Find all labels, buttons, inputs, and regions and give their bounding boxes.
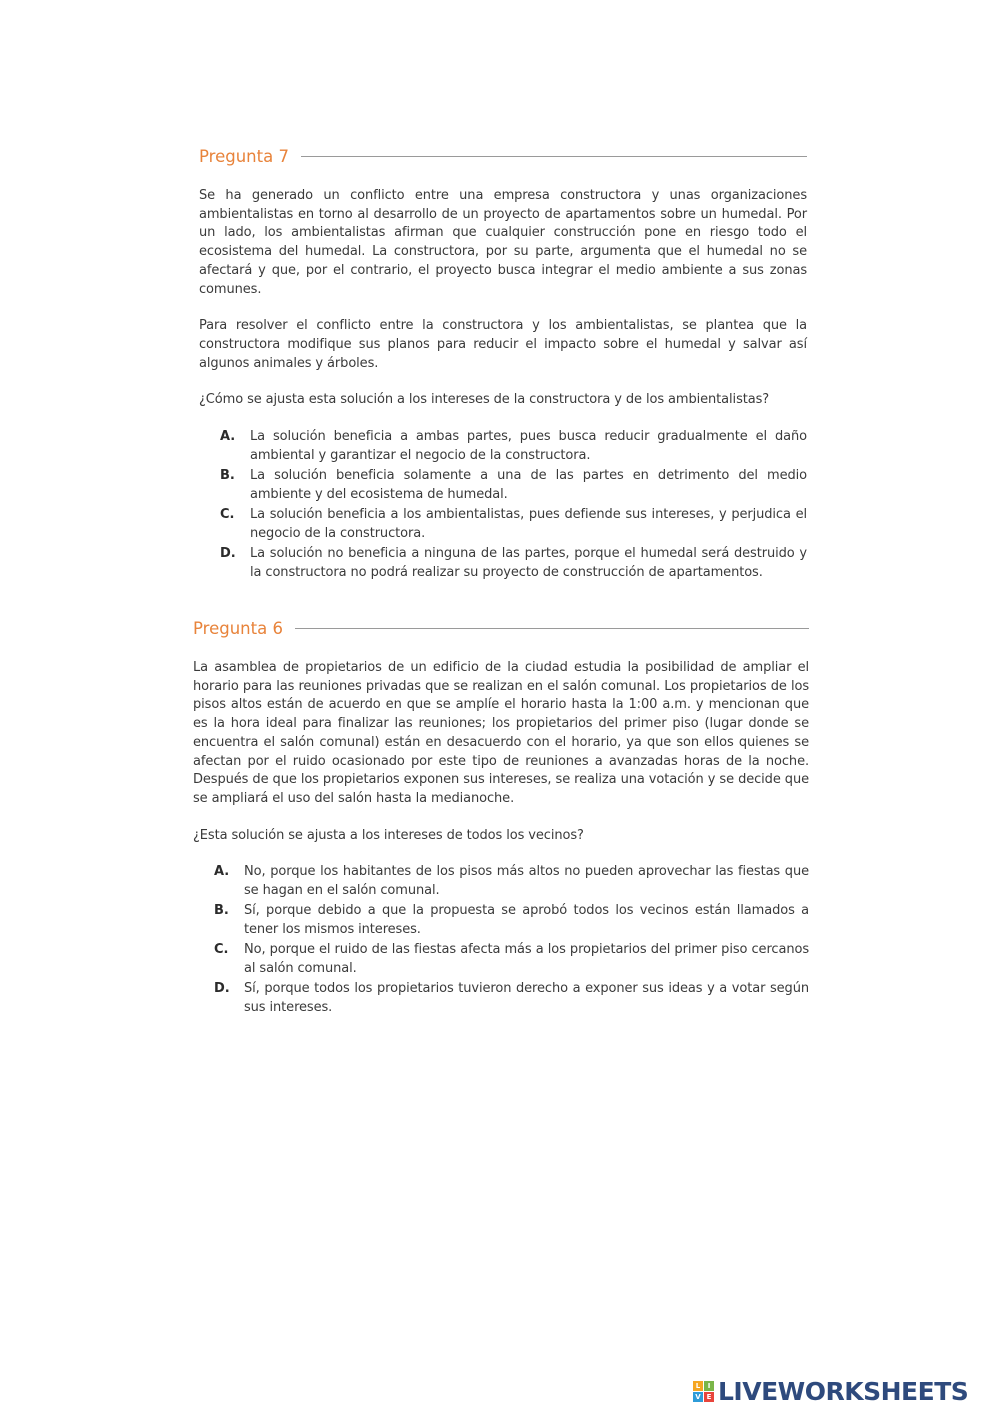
logo-mark-letter: L bbox=[693, 1381, 703, 1391]
option-a[interactable] bbox=[214, 862, 809, 900]
question-title: Pregunta 6 bbox=[193, 618, 283, 638]
logo-text: LIVEWORKSHEETS bbox=[718, 1376, 969, 1406]
option-a[interactable] bbox=[220, 427, 807, 465]
option-text: La solución beneficia solamente a una de las partes en detrimento del medio ambiente y del ecosistema de humedal. bbox=[250, 468, 807, 503]
option-letter: C. bbox=[214, 942, 229, 958]
logo-mark-letter: V bbox=[693, 1392, 703, 1402]
logo-mark-letter: I bbox=[704, 1381, 714, 1391]
answer-options bbox=[193, 862, 809, 1017]
option-text: La solución beneficia a ambas partes, pues busca reducir gradualmente el daño ambiental y garantizar el negocio de la constructora. bbox=[250, 429, 807, 464]
question-7 bbox=[199, 143, 807, 583]
option-text: No, porque el ruido de las fiestas afecta más a los propietarios del primer piso cercanos al salón comunal. bbox=[244, 942, 809, 977]
option-d[interactable] bbox=[220, 544, 807, 582]
option-letter: B. bbox=[220, 468, 235, 484]
option-letter: A. bbox=[214, 864, 230, 880]
option-letter: D. bbox=[220, 546, 236, 562]
option-d[interactable] bbox=[214, 979, 809, 1017]
option-text: La solución no beneficia a ninguna de las partes, porque el humedal será destruido y la constructora no podrá realizar su proyecto de construcción de apartamentos. bbox=[250, 546, 807, 581]
option-c[interactable] bbox=[220, 505, 807, 543]
question-header bbox=[193, 615, 809, 641]
question-header bbox=[199, 143, 807, 169]
option-letter: D. bbox=[214, 981, 230, 997]
question-proposal: Para resolver el conflicto entre la constructora y los ambientalistas, se plantea que la constructora modifique sus planos para reducir el impacto sobre el humedal y salvar así algunos animales y árboles. bbox=[199, 318, 807, 371]
question-context: La asamblea de propietarios de un edificio de la ciudad estudia la posibilidad de ampliar el horario para las reuniones privadas que se realizan en el salón comunal. Los propietarios de los pisos altos están de acuerdo en que se amplíe el horario hasta la 1:00 a.m. y mencionan que es la hora ideal para finalizar las reuniones; los propietarios del primer piso (lugar donde se encuentra el salón comunal) están en desacuerdo con el horario, ya que son ellos quienes se afectan por el ruido ocasionado por este tipo de reuniones a avanzadas horas de la noche. Después de que los propietarios exponen sus intereses, se realiza una votación y se decide que se ampliará el uso del salón hasta la medianoche. bbox=[193, 660, 809, 806]
question-context: Se ha generado un conflicto entre una empresa constructora y unas organizaciones ambientalistas en torno al desarrollo de un proyecto de apartamentos sobre un humedal. Por un lado, los ambientalistas afirman que cualquier construcción pone en riesgo todo el ecosistema del humedal. La constructora, por su parte, argumenta que el humedal no se afectará y que, por el contrario, el proyecto busca integrar el medio ambiente a sus zonas comunes. bbox=[199, 188, 807, 297]
question-title: Pregunta 7 bbox=[199, 146, 289, 166]
option-text: Sí, porque todos los propietarios tuvieron derecho a exponer sus ideas y a votar según sus intereses. bbox=[244, 981, 809, 1016]
option-letter: A. bbox=[220, 429, 236, 445]
option-b[interactable] bbox=[220, 466, 807, 504]
option-text: Sí, porque debido a que la propuesta se aprobó todos los vecinos están llamados a tener los mismos intereses. bbox=[244, 903, 809, 938]
header-rule bbox=[301, 156, 807, 157]
question-prompt: ¿Cómo se ajusta esta solución a los intereses de la constructora y de los ambientalistas? bbox=[199, 392, 770, 408]
option-c[interactable] bbox=[214, 940, 809, 978]
header-rule bbox=[295, 628, 809, 629]
liveworksheets-logo bbox=[693, 1376, 968, 1406]
logo-mark-icon bbox=[693, 1381, 714, 1402]
option-text: La solución beneficia a los ambientalistas, pues defiende sus intereses, y perjudica el negocio de la constructora. bbox=[250, 507, 807, 542]
question-prompt: ¿Esta solución se ajusta a los intereses de todos los vecinos? bbox=[193, 827, 584, 843]
answer-options bbox=[199, 427, 807, 582]
option-text: No, porque los habitantes de los pisos más altos no pueden aprovechar las fiestas que se hagan en el salón comunal. bbox=[244, 864, 809, 899]
option-letter: B. bbox=[214, 903, 229, 919]
question-6 bbox=[193, 615, 809, 1018]
option-letter: C. bbox=[220, 507, 235, 523]
option-b[interactable] bbox=[214, 901, 809, 939]
logo-mark-letter: E bbox=[704, 1392, 714, 1402]
